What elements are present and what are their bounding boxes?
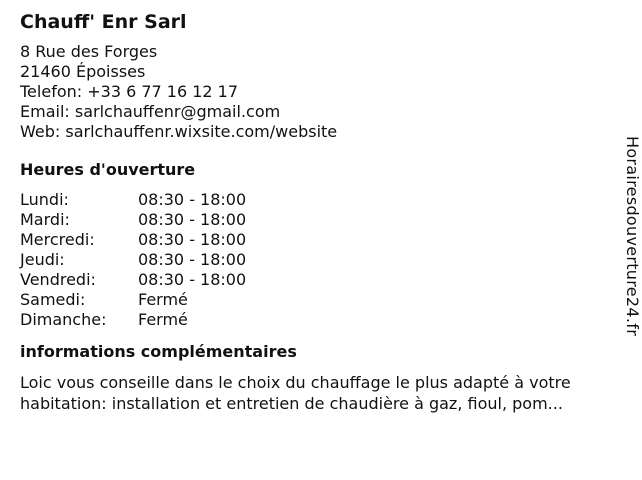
hours-row-saturday: [20, 290, 610, 310]
day-label: Mercredi:: [20, 230, 95, 249]
day-hours: 08:30 - 18:00: [138, 230, 247, 249]
day-hours: 08:30 - 18:00: [138, 190, 247, 209]
hours-row-wednesday: [20, 230, 610, 250]
day-label: Lundi:: [20, 190, 69, 209]
day-label: Dimanche:: [20, 310, 107, 329]
day-label: Samedi:: [20, 290, 86, 309]
opening-hours-title: Heures d'ouverture: [20, 160, 196, 179]
web-line[interactable]: Web: sarlchauffenr.wixsite.com/website: [20, 122, 338, 141]
email-line[interactable]: Email: sarlchauffenr@gmail.com: [20, 102, 281, 121]
address-street: 8 Rue des Forges: [20, 42, 158, 61]
business-card: [20, 10, 610, 414]
day-label: Jeudi:: [20, 250, 65, 269]
opening-hours-table: [20, 190, 610, 330]
day-hours: 08:30 - 18:00: [138, 250, 247, 269]
hours-row-sunday: [20, 310, 610, 330]
additional-info-text: Loic vous conseille dans le choix du chauffage le plus adapté à votre habitation: installation et entretien de chaudière à gaz, fioul, pom...: [20, 373, 571, 413]
hours-row-tuesday: [20, 210, 610, 230]
site-watermark: Horairesdouverture24.fr: [623, 136, 642, 337]
day-hours: Fermé: [138, 290, 188, 309]
day-label: Vendredi:: [20, 270, 96, 289]
day-hours: 08:30 - 18:00: [138, 270, 247, 289]
hours-row-thursday: [20, 250, 610, 270]
address-city: 21460 Époisses: [20, 62, 146, 81]
hours-row-monday: [20, 190, 610, 210]
day-hours: 08:30 - 18:00: [138, 210, 247, 229]
hours-row-friday: [20, 270, 610, 290]
day-label: Mardi:: [20, 210, 70, 229]
phone-line[interactable]: Telefon: +33 6 77 16 12 17: [20, 82, 239, 101]
additional-info-title: informations complémentaires: [20, 342, 297, 361]
day-hours: Fermé: [138, 310, 188, 329]
business-name: Chauff' Enr Sarl: [20, 11, 187, 33]
